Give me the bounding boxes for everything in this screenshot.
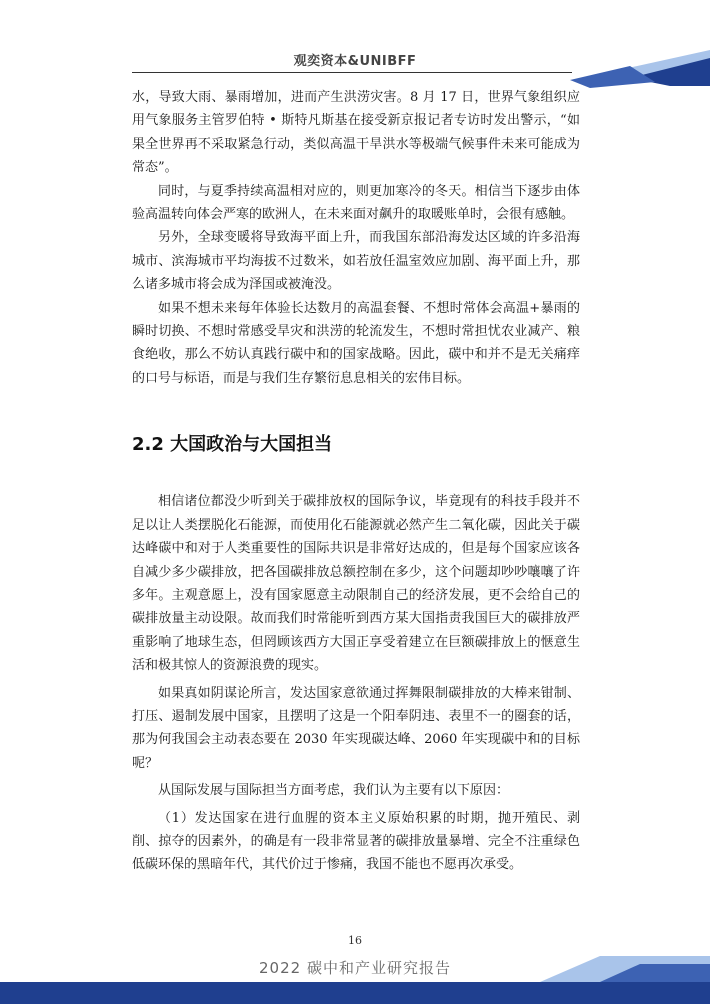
- paragraph: （1）发达国家在进行血腥的资本主义原始积累的时期，抛开殖民、剥削、掠夺的因素外，的确是有一段非常显著的碳排放量暴增、完全不注重绿色低碳环保的黑暗年代，其代价过于惨痛，我国不能也不愿再次承受。: [132, 810, 580, 873]
- paragraph: 如果真如阴谋论所言，发达国家意欲通过挥舞限制碳排放的大棒来钳制、打压、遏制发展中国家，且摆明了这是一个阳奉阴违、表里不一的圈套的话，那为何我国会主动表态要在 2030 年实现碳达峰、2060 年实现碳中和的目标呢？: [132, 685, 580, 771]
- body-content: [132, 86, 580, 877]
- header-title: 观奕资本&UNIBFF: [293, 54, 417, 69]
- header-decoration: [480, 0, 710, 90]
- section-heading: 2.2 大国政治与大国担当: [132, 434, 333, 456]
- page-number: 16: [348, 934, 362, 947]
- header-rule: [132, 72, 572, 73]
- paragraph: 如果不想未来每年体验长达数月的高温套餐、不想时常体会高温+暴雨的瞬时切换、不想时常感受旱灾和洪涝的轮流发生，不想时常担忧农业减产、粮食绝收，那么不妨认真践行碳中和的国家战略。因此，碳中和并不是无关痛痒的口号与标语，而是与我们生存繁衍息息相关的宏伟目标。: [132, 300, 580, 386]
- paragraph: 同时，与夏季持续高温相对应的，则更加寒冷的冬天。相信当下逐步由体验高温转向体会严寒的欧洲人，在未来面对飙升的取暖账单时，会很有感触。: [132, 183, 580, 223]
- paragraph: 水，导致大雨、暴雨增加，进而产生洪涝灾害。8 月 17 日，世界气象组织应用气象服务主管罗伯特 • 斯特凡斯基在接受新京报记者专访时发出警示，“如果全世界再不采取紧急行动，类似高温干旱洪水等极端气候事件未来可能成为常态”。: [132, 90, 580, 176]
- paragraph: 相信诸位都没少听到关于碳排放权的国际争议，毕竟现有的科技手段并不足以让人类摆脱化石能源，而使用化石能源就必然产生二氧化碳，因此关于碳达峰碳中和对于人类重要性的国际共识是非常好达成的，但是每个国家应该各自减少多少碳排放，把各国碳排放总额控制在多少，这个问题却吵吵嚷嚷了许多年。主观意愿上，没有国家愿意主动限制自己的经济发展，更不会给自己的碳排放量主动设限。故而我们时常能听到西方某大国指责我国巨大的碳排放严重影响了地球生态，但罔顾该西方大国正享受着建立在巨额碳排放上的惬意生活和极其惊人的资源浪费的现实。: [132, 494, 580, 674]
- paragraph: 另外，全球变暖将导致海平面上升，而我国东部沿海发达区域的许多沿海城市、滨海城市平均海拔不过数米，如若放任温室效应加剧、海平面上升，那么诸多城市将会成为泽国或被淹没。: [132, 230, 580, 293]
- footer-report-title: 2022 碳中和产业研究报告: [259, 959, 451, 977]
- paragraph: 从国际发展与国际担当方面考虑，我们认为主要有以下原因：: [158, 783, 510, 799]
